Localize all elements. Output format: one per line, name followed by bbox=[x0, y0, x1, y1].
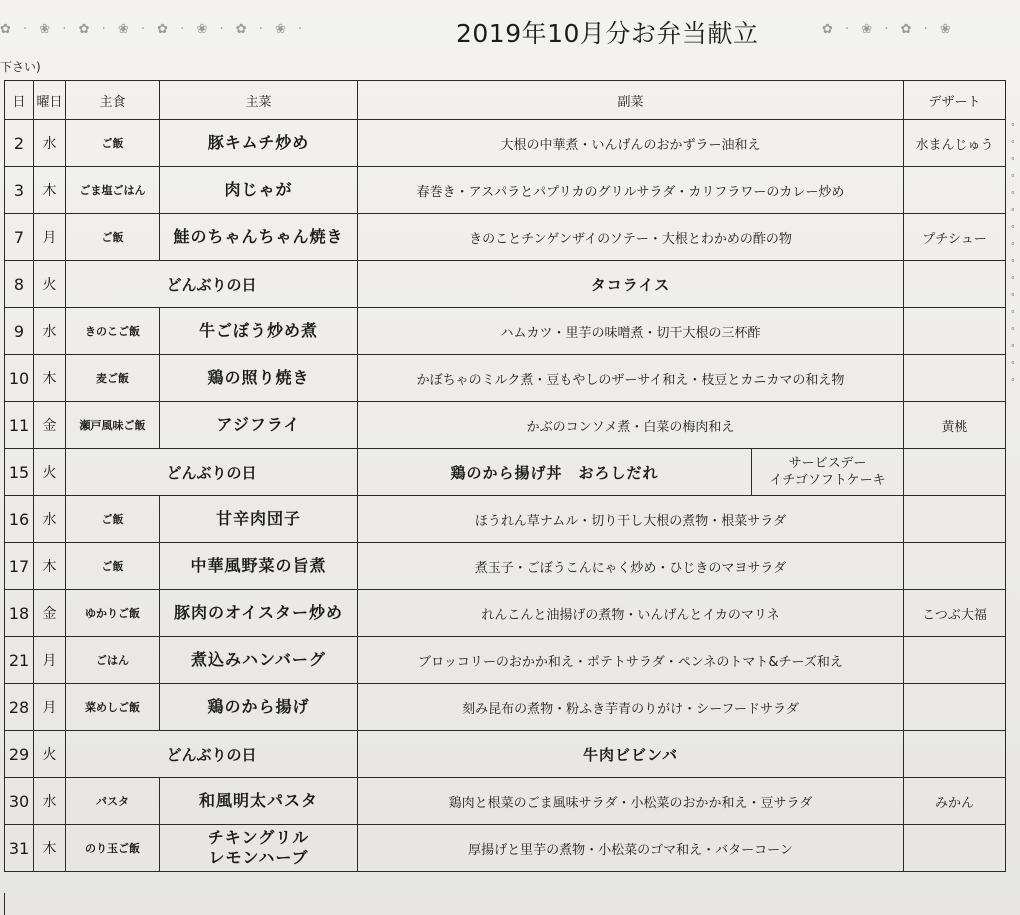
weekday-cell: 月 bbox=[34, 684, 66, 731]
main-dish-cell: 鶏の照り焼き bbox=[160, 355, 358, 402]
column-header-staple: 主食 bbox=[66, 81, 160, 120]
side-dish-cell: ハムカツ・里芋の味噌煮・切干大根の三杯酢 bbox=[358, 308, 904, 355]
day-cell: 30 bbox=[5, 778, 34, 825]
weekday-cell: 月 bbox=[34, 214, 66, 261]
weekday-cell: 月 bbox=[34, 637, 66, 684]
staple-cell: ご飯 bbox=[66, 496, 160, 543]
side-dish-cell: 大根の中華煮・いんげんのおかずラー油和え bbox=[358, 120, 904, 167]
side-dish-cell: きのことチンゲンザイのソテー・大根とわかめの酢の物 bbox=[358, 214, 904, 261]
dessert-cell: みかん bbox=[904, 778, 1006, 825]
day-cell: 17 bbox=[5, 543, 34, 590]
main-dish-cell: 煮込みハンバーグ bbox=[160, 637, 358, 684]
cut-off-edge-marks: ﾟ ﾟ ﾟ ﾟ ﾟ ﾟ ﾟ ﾟ ﾟ ﾟ ﾟ ﾟ ﾟ ﾟ ﾟ ﾟ bbox=[1011, 122, 1018, 391]
table-row bbox=[5, 637, 1006, 684]
day-cell: 7 bbox=[5, 214, 34, 261]
donburi-day-label: どんぶりの日 bbox=[66, 731, 358, 778]
decorative-border-right: ✿ · ❀ · ✿ · ❀ bbox=[822, 22, 955, 37]
table-row bbox=[5, 120, 1006, 167]
table-row bbox=[5, 684, 1006, 731]
staple-cell: ご飯 bbox=[66, 214, 160, 261]
table-row bbox=[5, 167, 1006, 214]
dessert-cell bbox=[904, 496, 1006, 543]
side-dish-cell: 刻み昆布の煮物・粉ふき芋青のりがけ・シーフードサラダ bbox=[358, 684, 904, 731]
main-dish-cell: 肉じゃが bbox=[160, 167, 358, 214]
donburi-day-label: どんぶりの日 bbox=[66, 261, 358, 308]
dessert-cell bbox=[904, 355, 1006, 402]
weekday-cell: 金 bbox=[34, 402, 66, 449]
weekday-cell: 水 bbox=[34, 496, 66, 543]
staple-cell: パスタ bbox=[66, 778, 160, 825]
header-row bbox=[5, 81, 1006, 120]
dessert-cell bbox=[904, 825, 1006, 872]
table-row bbox=[5, 731, 1006, 778]
day-cell: 21 bbox=[5, 637, 34, 684]
day-cell: 11 bbox=[5, 402, 34, 449]
dessert-cell bbox=[904, 731, 1006, 778]
dessert-cell: 黄桃 bbox=[904, 402, 1006, 449]
side-dish-cell: かぶのコンソメ煮・白菜の梅肉和え bbox=[358, 402, 904, 449]
side-dish-cell: かぼちゃのミルク煮・豆もやしのザーサイ和え・枝豆とカニカマの和え物 bbox=[358, 355, 904, 402]
table-row bbox=[5, 590, 1006, 637]
main-dish-cell bbox=[160, 825, 358, 872]
staple-cell: 瀬戸風味ご飯 bbox=[66, 402, 160, 449]
donburi-main-cell: 牛肉ビビンバ bbox=[358, 731, 904, 778]
staple-cell: のり玉ご飯 bbox=[66, 825, 160, 872]
weekday-cell: 水 bbox=[34, 308, 66, 355]
main-dish-cell: 豚肉のオイスター炒め bbox=[160, 590, 358, 637]
main-dish-line: チキングリル bbox=[207, 828, 310, 847]
main-dish-line: レモンハーブ bbox=[208, 848, 309, 867]
side-dish-cell: れんこんと油揚げの煮物・いんげんとイカのマリネ bbox=[358, 590, 904, 637]
main-dish-cell: 鮭のちゃんちゃん焼き bbox=[160, 214, 358, 261]
dessert-cell bbox=[904, 449, 1006, 496]
dessert-cell bbox=[904, 167, 1006, 214]
day-cell: 10 bbox=[5, 355, 34, 402]
service-day-label: サービスデー bbox=[788, 456, 867, 471]
table-row bbox=[5, 825, 1006, 872]
main-dish-cell: 甘辛肉団子 bbox=[160, 496, 358, 543]
main-dish-cell: 豚キムチ炒め bbox=[160, 120, 358, 167]
table-row bbox=[5, 402, 1006, 449]
column-header-weekday: 曜日 bbox=[34, 81, 66, 120]
side-dish-cell: 厚揚げと里芋の煮物・小松菜のゴマ和え・バターコーン bbox=[358, 825, 904, 872]
staple-cell: 麦ご飯 bbox=[66, 355, 160, 402]
table-row bbox=[5, 261, 1006, 308]
weekday-cell: 水 bbox=[34, 778, 66, 825]
weekday-cell: 水 bbox=[34, 120, 66, 167]
day-cell: 8 bbox=[5, 261, 34, 308]
weekday-cell: 木 bbox=[34, 543, 66, 590]
header-note: 下さい) bbox=[0, 60, 41, 74]
staple-cell: ごはん bbox=[66, 637, 160, 684]
table-row bbox=[5, 778, 1006, 825]
dessert-cell: プチシュー bbox=[904, 214, 1006, 261]
main-dish-cell: 鶏のから揚げ bbox=[160, 684, 358, 731]
main-dish-cell: 中華風野菜の旨煮 bbox=[160, 543, 358, 590]
table-row bbox=[5, 543, 1006, 590]
day-cell: 18 bbox=[5, 590, 34, 637]
side-dish-cell: 春巻き・アスパラとパプリカのグリルサラダ・カリフラワーのカレー炒め bbox=[358, 167, 904, 214]
service-day-item: イチゴソフトケーキ bbox=[769, 473, 886, 488]
staple-cell: ご飯 bbox=[66, 120, 160, 167]
staple-cell: ごま塩ごはん bbox=[66, 167, 160, 214]
day-cell: 9 bbox=[5, 308, 34, 355]
day-cell: 15 bbox=[5, 449, 34, 496]
table-row bbox=[5, 355, 1006, 402]
weekday-cell: 火 bbox=[34, 261, 66, 308]
service-day-cell bbox=[752, 449, 904, 496]
dessert-cell bbox=[904, 261, 1006, 308]
main-dish-cell: アジフライ bbox=[160, 402, 358, 449]
table-bottom-edge bbox=[4, 893, 13, 915]
decorative-border-left: ✿ · ❀ · ✿ · ❀ · ✿ · ❀ · ✿ · ❀ · bbox=[0, 22, 307, 37]
day-cell: 28 bbox=[5, 684, 34, 731]
table-row bbox=[5, 214, 1006, 261]
donburi-main-cell: タコライス bbox=[358, 261, 904, 308]
staple-cell: ご飯 bbox=[66, 543, 160, 590]
weekday-cell: 木 bbox=[34, 825, 66, 872]
dessert-cell bbox=[904, 543, 1006, 590]
column-header-side: 副菜 bbox=[358, 81, 904, 120]
donburi-main-cell: 鶏のから揚げ丼 おろしだれ bbox=[358, 449, 752, 496]
day-cell: 16 bbox=[5, 496, 34, 543]
weekday-cell: 金 bbox=[34, 590, 66, 637]
side-dish-cell: ブロッコリーのおかか和え・ポテトサラダ・ペンネのトマト&チーズ和え bbox=[358, 637, 904, 684]
column-header-dessert: デザート bbox=[904, 81, 1006, 120]
dessert-cell bbox=[904, 637, 1006, 684]
side-dish-cell: ほうれん草ナムル・切り干し大根の煮物・根菜サラダ bbox=[358, 496, 904, 543]
side-dish-cell: 鶏肉と根菜のごま風味サラダ・小松菜のおかか和え・豆サラダ bbox=[358, 778, 904, 825]
day-cell: 2 bbox=[5, 120, 34, 167]
day-cell: 31 bbox=[5, 825, 34, 872]
main-dish-cell: 牛ごぼう炒め煮 bbox=[160, 308, 358, 355]
page-title: 2019年10月分お弁当献立 bbox=[456, 19, 759, 48]
weekday-cell: 火 bbox=[34, 731, 66, 778]
side-dish-cell: 煮玉子・ごぼうこんにゃく炒め・ひじきのマヨサラダ bbox=[358, 543, 904, 590]
table-row bbox=[5, 496, 1006, 543]
menu-table bbox=[4, 80, 1006, 872]
column-header-main: 主菜 bbox=[160, 81, 358, 120]
staple-cell: 菜めしご飯 bbox=[66, 684, 160, 731]
table-row bbox=[5, 449, 1006, 496]
column-header-day: 日 bbox=[5, 81, 34, 120]
donburi-day-label: どんぶりの日 bbox=[66, 449, 358, 496]
dessert-cell: こつぶ大福 bbox=[904, 590, 1006, 637]
dessert-cell bbox=[904, 684, 1006, 731]
dessert-cell: 水まんじゅう bbox=[904, 120, 1006, 167]
weekday-cell: 木 bbox=[34, 355, 66, 402]
day-cell: 29 bbox=[5, 731, 34, 778]
staple-cell: きのこご飯 bbox=[66, 308, 160, 355]
main-dish-cell: 和風明太パスタ bbox=[160, 778, 358, 825]
weekday-cell: 火 bbox=[34, 449, 66, 496]
weekday-cell: 木 bbox=[34, 167, 66, 214]
dessert-cell bbox=[904, 308, 1006, 355]
day-cell: 3 bbox=[5, 167, 34, 214]
table-row bbox=[5, 308, 1006, 355]
staple-cell: ゆかりご飯 bbox=[66, 590, 160, 637]
